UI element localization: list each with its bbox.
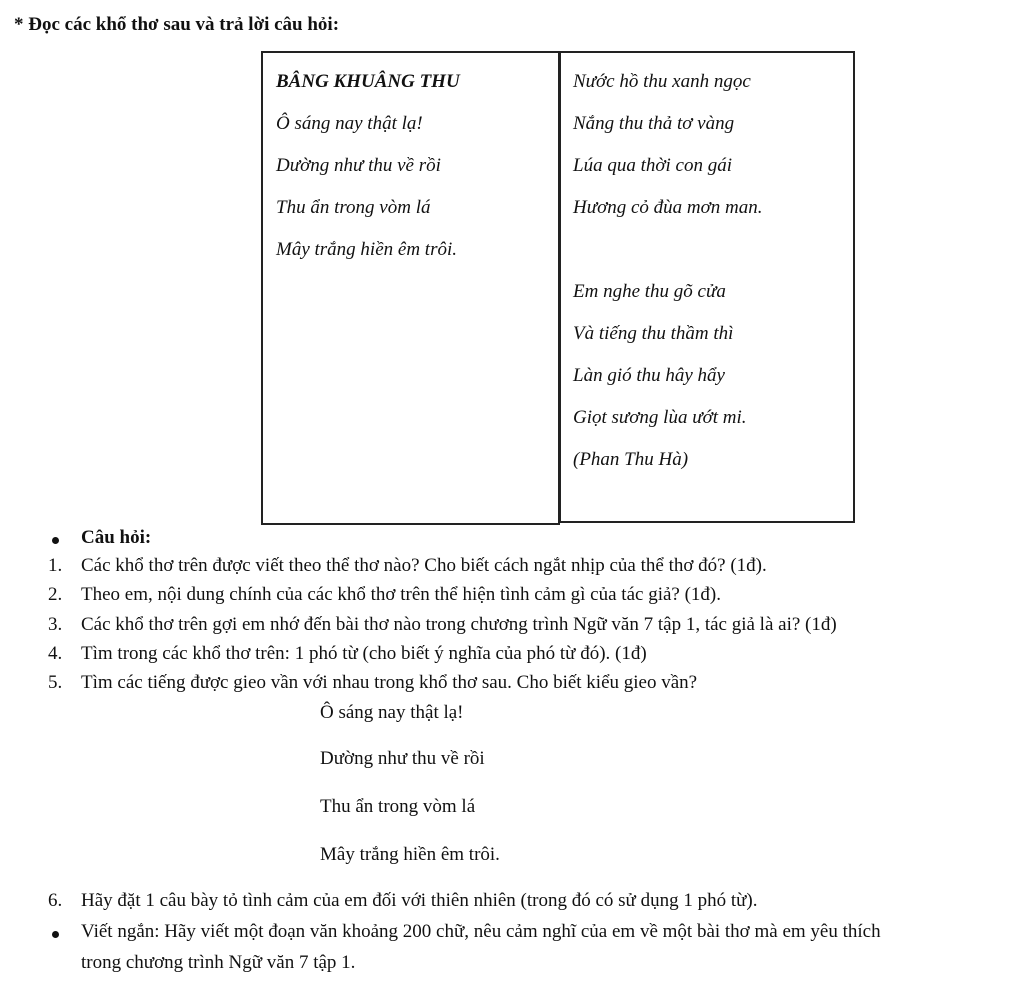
poem-line: Dường như thu về rồi: [276, 155, 441, 176]
poem-line: Hương cỏ đùa mơn man.: [573, 197, 763, 218]
question-text: Tìm các tiếng được gieo vần với nhau trong khổ thơ sau. Cho biết kiểu gieo vần?: [81, 672, 698, 693]
question-text: Hãy đặt 1 câu bày tỏ tình cảm của em đối với thiên nhiên (trong đó có sử dụng 1 phó từ).: [81, 890, 758, 911]
bullet-icon: [52, 931, 59, 938]
poem-line: Thu ẩn trong vòm lá: [276, 197, 431, 218]
question-number: 4.: [48, 643, 63, 664]
poem-author: (Phan Thu Hà): [573, 449, 689, 470]
poem-line: Em nghe thu gõ cửa: [573, 281, 726, 302]
poem-line: Làn gió thu hây hẩy: [573, 365, 725, 386]
question-text: Các khổ thơ trên được viết theo thể thơ nào? Cho biết cách ngắt nhịp của thể thơ đó? (1đ).: [81, 555, 767, 576]
instruction-heading: * Đọc các khổ thơ sau và trả lời câu hỏi:: [14, 14, 340, 35]
excerpt-line: Dường như thu về rồi: [320, 748, 485, 769]
excerpt-line: Thu ẩn trong vòm lá: [320, 796, 476, 817]
poem-line: Nước hồ thu xanh ngọc: [573, 71, 751, 92]
question-number: 6.: [48, 890, 63, 911]
question-number: 2.: [48, 584, 63, 605]
poem-right-column: [559, 51, 855, 523]
writing-task-line: trong chương trình Ngữ văn 7 tập 1.: [81, 952, 356, 973]
stanza-gap: [573, 229, 853, 271]
questions-label: Câu hỏi:: [81, 527, 152, 548]
poem-table: [261, 51, 854, 523]
poem-line: Và tiếng thu thầm thì: [573, 323, 734, 344]
excerpt-line: Ô sáng nay thật lạ!: [320, 702, 464, 723]
poem-title: BÂNG KHUÂNG THU: [276, 71, 460, 92]
question-text: Theo em, nội dung chính của các khổ thơ trên thể hiện tình cảm gì của tác giả? (1đ).: [81, 584, 721, 605]
writing-task-line: Viết ngắn: Hãy viết một đoạn văn khoảng 200 chữ, nêu cảm nghĩ của em về một bài thơ mà em yêu thích: [81, 921, 881, 942]
poem-line: Giọt sương lùa ướt mi.: [573, 407, 747, 428]
poem-line: Nắng thu thả tơ vàng: [573, 113, 735, 134]
question-text: Tìm trong các khổ thơ trên: 1 phó từ (cho biết ý nghĩa của phó từ đó). (1đ): [81, 643, 647, 664]
poem-line: Ô sáng nay thật lạ!: [276, 113, 423, 134]
poem-line: Lúa qua thời con gái: [573, 155, 732, 176]
question-number: 3.: [48, 614, 63, 635]
question-text: Các khổ thơ trên gợi em nhớ đến bài thơ nào trong chương trình Ngữ văn 7 tập 1, tác giả là ai? (1đ): [81, 614, 837, 635]
excerpt-line: Mây trắng hiền êm trôi.: [320, 844, 500, 865]
bullet-icon: [52, 537, 59, 544]
question-number: 1.: [48, 555, 63, 576]
poem-left-column: [261, 51, 560, 525]
question-number: 5.: [48, 672, 63, 693]
poem-line: Mây trắng hiền êm trôi.: [276, 239, 458, 260]
